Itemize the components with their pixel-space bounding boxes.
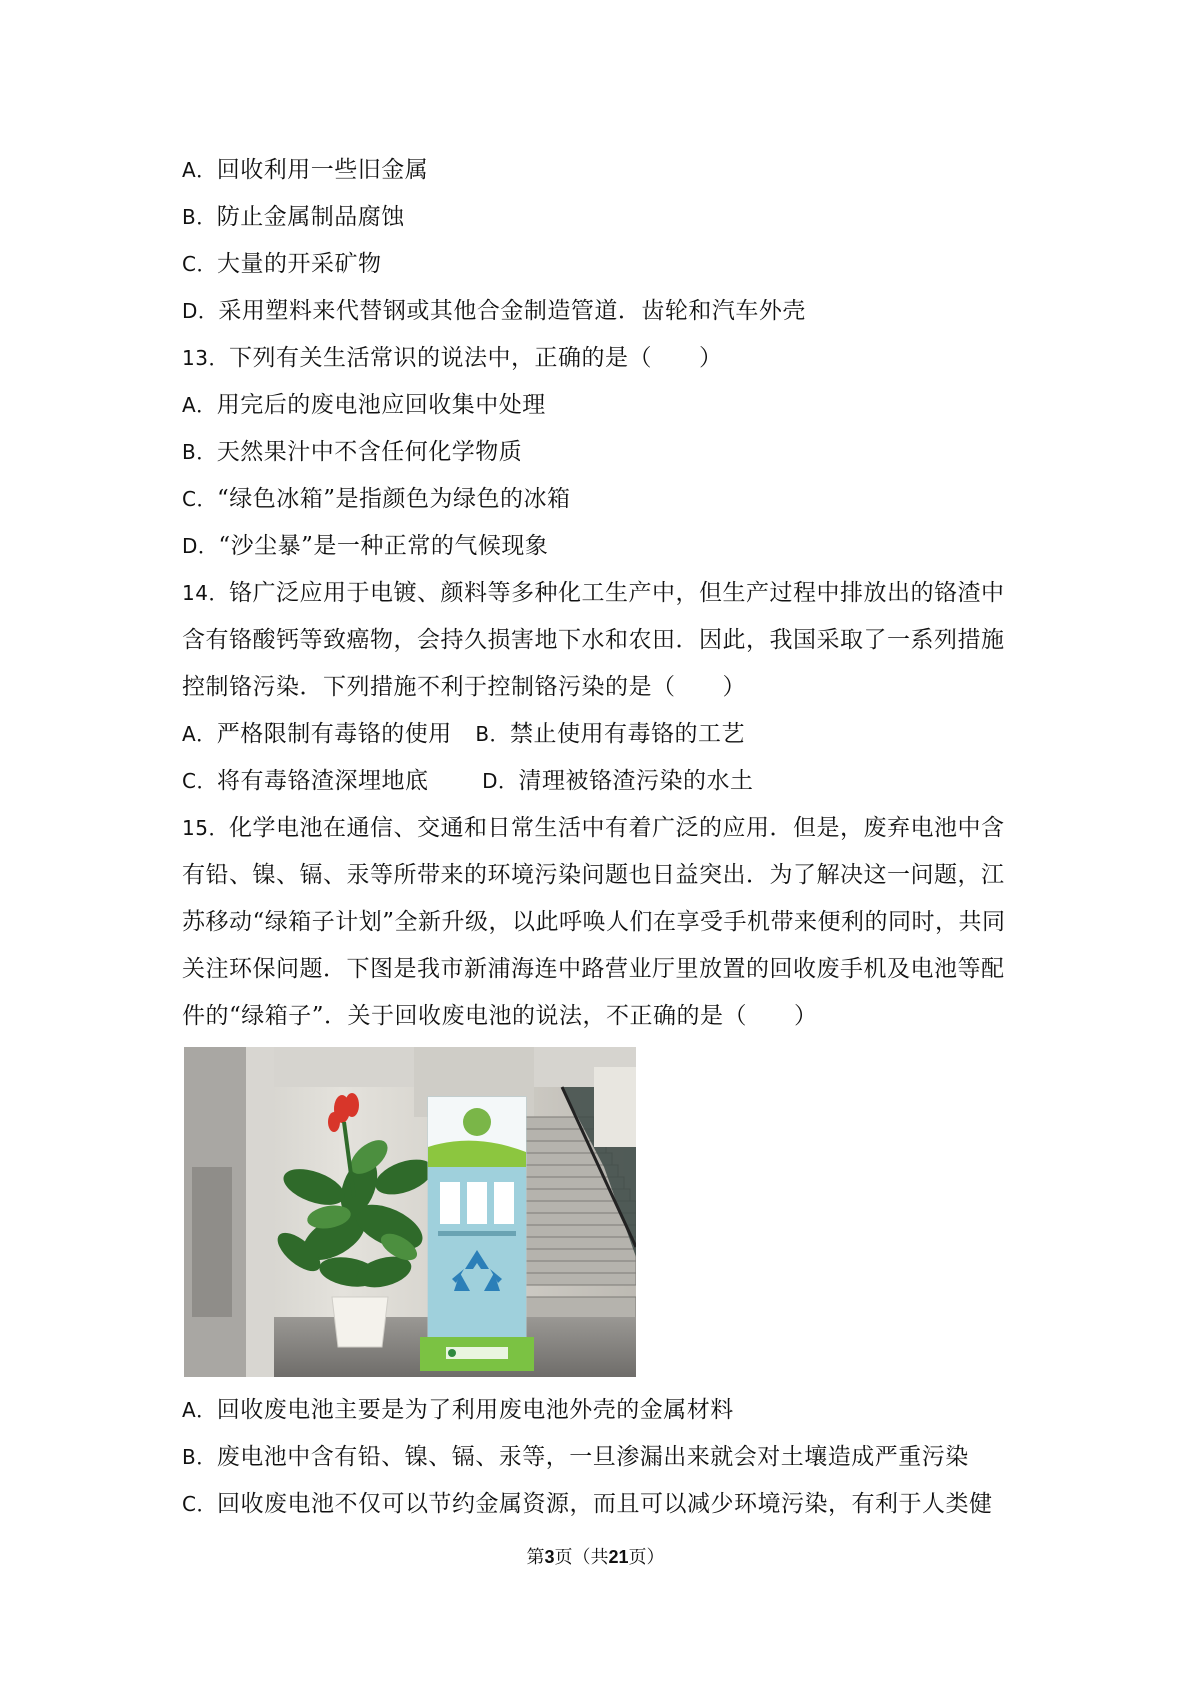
q14-option-d: 清理被铬渣污染的水土 xyxy=(518,768,754,794)
q14-stem-line-3: 控制铬污染．下列措施不利于控制铬污染的是（ ） xyxy=(182,674,746,700)
page-total: 21 xyxy=(608,1547,629,1567)
q15-stem-line-3: 苏移动“绿箱子计划”全新升级，以此呼唤人们在享受手机带来便利的同时，共同 xyxy=(182,909,1006,935)
q15-stem-line-5: 件的“绿箱子”．关于回收废电池的说法，不正确的是（ ） xyxy=(182,1003,818,1029)
q14-option-b: 禁止使用有毒铬的工艺 xyxy=(510,721,746,747)
green-box-photo xyxy=(184,1047,636,1377)
q14-stem-line-2: 含有铬酸钙等致癌物，会持久损害地下水和农田．因此，我国采取了一系列措施 xyxy=(182,627,1005,653)
q13-option-c: C．“绿色冰箱”是指颜色为绿色的冰箱 xyxy=(182,486,571,512)
q14-stem-line-1: 14．铬广泛应用于电镀、颜料等多种化工生产中，但生产过程中排放出的铬渣中 xyxy=(182,580,1005,606)
q14-option-c: 将有毒铬渣深埋地底 xyxy=(216,768,429,794)
q13-option-b: B．天然果汁中不含任何化学物质 xyxy=(182,439,523,465)
q15-option-b: B．废电池中含有铅、镍、镉、汞等，一旦渗漏出来就会对土壤造成严重污染 xyxy=(182,1444,969,1470)
q13-stem: 13．下列有关生活常识的说法中，正确的是（ ） xyxy=(182,345,723,371)
q15-option-a: A．回收废电池主要是为了利用废电池外壳的金属材料 xyxy=(182,1397,734,1423)
page-number: 3 xyxy=(544,1547,555,1567)
q12-option-c: C．大量的开采矿物 xyxy=(182,251,382,277)
q13-option-d: D．“沙尘暴”是一种正常的气候现象 xyxy=(182,533,549,559)
q15-stem-line-1: 15．化学电池在通信、交通和日常生活中有着广泛的应用．但是，废弃电池中含 xyxy=(182,815,1005,841)
q13-option-a: A．用完后的废电池应回收集中处理 xyxy=(182,392,546,418)
q14-option-a: 严格限制有毒铬的使用 xyxy=(216,721,452,747)
q15-option-c: C．回收废电池不仅可以节约金属资源，而且可以减少环境污染，有利于人类健 xyxy=(182,1491,993,1517)
q14-options-row-1: A．严格限制有毒铬的使用 B．禁止使用有毒铬的工艺 xyxy=(182,721,746,747)
q12-option-a: A．回收利用一些旧金属 xyxy=(182,157,429,183)
q15-stem-line-4: 关注环保问题．下图是我市新浦海连中路营业厅里放置的回收废手机及电池等配 xyxy=(182,956,1005,982)
page-footer: 第3页（共21页） xyxy=(526,1547,665,1568)
q12-option-d: D．采用塑料来代替钢或其他合金制造管道．齿轮和汽车外壳 xyxy=(182,298,806,324)
q12-option-b: B．防止金属制品腐蚀 xyxy=(182,204,405,230)
q14-options-row-2: C．将有毒铬渣深埋地底 D．清理被铬渣污染的水土 xyxy=(182,768,754,794)
q15-stem-line-2: 有铅、镍、镉、汞等所带来的环境污染问题也日益突出．为了解决这一问题，江 xyxy=(182,862,1005,888)
